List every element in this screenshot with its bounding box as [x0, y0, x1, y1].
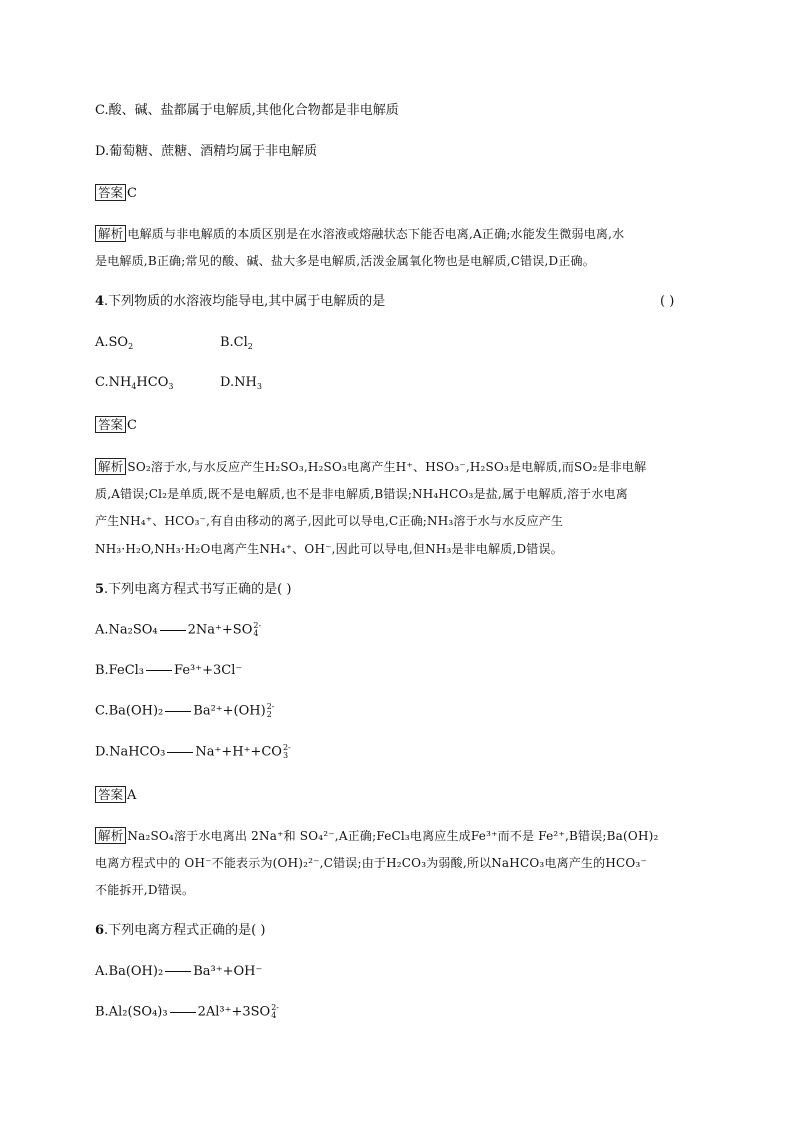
- equals-arrow: [165, 971, 191, 972]
- answer-value: C: [127, 186, 137, 201]
- q6-option-a: A.Ba(OH)₂ Ba³⁺+OH⁻: [95, 964, 263, 979]
- q5-answer: [95, 786, 136, 804]
- equals-arrow: [170, 1012, 196, 1013]
- equals-arrow: [160, 630, 186, 631]
- explanation-tag: 解析: [95, 827, 126, 844]
- q4-answer: [95, 416, 137, 434]
- q5-option-b: B.FeCl₃ Fe³⁺+3Cl⁻: [95, 663, 243, 678]
- q4-stem: 4.下列物质的水溶液均能导电,其中属于电解质的是: [95, 294, 386, 309]
- q5-option-a: A.Na₂SO₄ 2Na⁺+SO 2- 4: [95, 621, 262, 638]
- q3-answer: [95, 184, 137, 202]
- q5-explanation-line2: 电离方程式中的 OH⁻不能表示为(OH)₂²⁻,C错误;由于H₂CO₃为弱酸,所以NaHCO₃电离产生的HCO₃⁻: [95, 856, 648, 870]
- q5-explanation-line1: 解析 Na₂SO₄溶于水电离出 2Na⁺和 SO₄²⁻,A正确;FeCl₃电离应生成Fe³⁺而不是 Fe²⁺,B错误;Ba(OH)₂: [95, 827, 659, 844]
- q5-stem: 5.下列电离方程式书写正确的是( ): [95, 582, 292, 597]
- equals-arrow: [165, 711, 191, 712]
- q5-option-c: C.Ba(OH)₂ Ba²⁺+(OH) 2- 2: [95, 702, 275, 719]
- q3-option-d: D.葡萄糖、蔗糖、酒精均属于非电解质: [95, 144, 318, 159]
- answer-value: A: [127, 788, 137, 803]
- q4-option-d: $D.NH_3$: [220, 375, 262, 391]
- q4-explanation-line1: 解析 SO₂溶于水,与水反应产生H₂SO₃,H₂SO₃电离产生H⁺、HSO₃⁻,H₂SO₃是电解质,而SO₂是非电解: [95, 458, 646, 475]
- answer-tag: 答案: [95, 184, 126, 201]
- q6-option-b: B.Al₂(SO₄)₃ 2Al³⁺+3SO 2- 4: [95, 1003, 279, 1020]
- q4-explanation-line3: 产生NH₄⁺、HCO₃⁻,有自由移动的离子,因此可以导电,C正确;NH₃溶于水与水反应产生: [95, 514, 564, 528]
- q4-option-c: $C.NH_4HCO_3$: [95, 375, 174, 391]
- q5-option-d: D.NaHCO₃ Na⁺+H⁺+CO 2- 3: [95, 743, 291, 760]
- q4-option-b: $B.Cl_2$: [220, 335, 253, 351]
- answer-tag: 答案: [95, 416, 126, 433]
- q4-explanation-line2: 质,A错误;Cl₂是单质,既不是电解质,也不是非电解质,B错误;NH₄HCO₃是盐,属于电解质,溶于水电离: [95, 487, 628, 501]
- equals-arrow: [167, 752, 193, 753]
- explanation-tag: 解析: [95, 225, 126, 242]
- q3-explanation-line2: 是电解质,B正确;常见的酸、碱、盐大多是电解质,活泼金属氧化物也是电解质,C错误,D正确。: [95, 254, 595, 268]
- explanation-tag: 解析: [95, 458, 126, 475]
- q4-explanation-line4: NH₃·H₂O,NH₃·H₂O电离产生NH₄⁺、OH⁻,因此可以导电,但NH₃是非电解质,D错误。: [95, 542, 563, 556]
- q6-stem: 6.下列电离方程式正确的是( ): [95, 923, 266, 938]
- q5-explanation-line3: 不能拆开,D错误。: [95, 883, 195, 897]
- answer-tag: 答案: [95, 786, 126, 803]
- q4-option-a: $A.SO_2$: [95, 335, 134, 351]
- q3-explanation-line1: 解析 电解质与非电解质的本质区别是在水溶液或熔融状态下能否电离,A正确;水能发生微弱电离,水: [95, 225, 624, 242]
- q4-answer-parens: ( ): [660, 294, 675, 309]
- answer-value: C: [127, 418, 137, 433]
- equals-arrow: [146, 670, 172, 671]
- q3-option-c: C.酸、碱、盐都属于电解质,其他化合物都是非电解质: [95, 103, 399, 118]
